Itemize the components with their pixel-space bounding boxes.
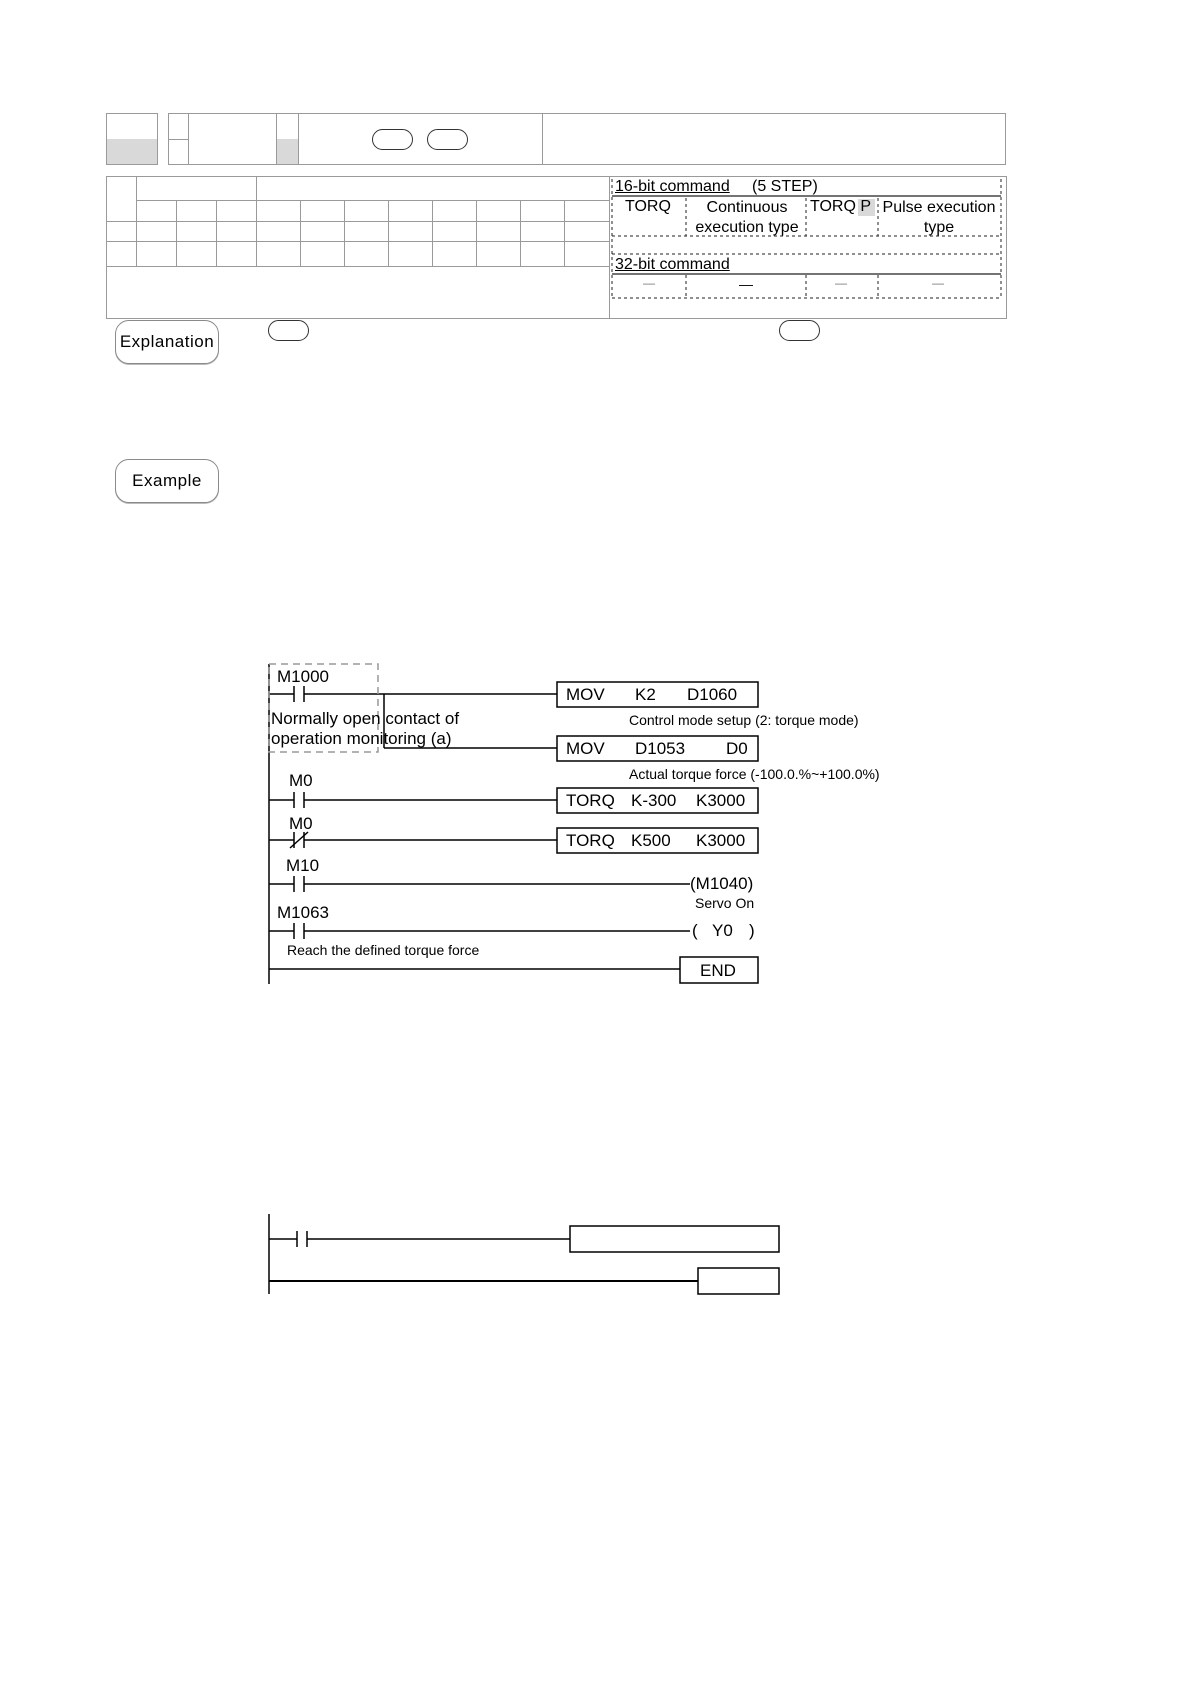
bit32-dash-1: —	[643, 276, 655, 290]
mov2-comment: Actual torque force (-100.0.%~+100.0%)	[629, 766, 880, 782]
torq1-dst: K3000	[696, 791, 746, 810]
torq2-dst: K3000	[696, 831, 746, 850]
cmd-continuous: TORQ	[625, 198, 671, 215]
coil-y0-close: )	[749, 921, 755, 940]
mov1-src: K2	[635, 685, 656, 704]
cmd-continuous-type: Continuous execution type	[695, 199, 799, 236]
mov2-dst: D0	[726, 739, 748, 758]
explanation-label: Explanation	[115, 320, 219, 364]
torq2-op: TORQ	[566, 831, 615, 850]
mov2-src: D1053	[635, 739, 686, 758]
coil-y0: Y0	[712, 921, 733, 940]
annotation-line-1: Normally open contact of	[271, 709, 460, 728]
annotation-line-2: operation monitoring (a)	[271, 729, 452, 748]
torq1-src: K-300	[631, 791, 677, 810]
bit16-label: 16-bit command	[615, 178, 730, 195]
torq1-op: TORQ	[566, 791, 615, 810]
contact-m0-no: M0	[289, 771, 313, 790]
bit32-dash-2: —	[739, 276, 753, 292]
contact-m1063: M1063	[277, 903, 329, 922]
cmd-pulse: TORQ P	[810, 198, 872, 215]
coil-y0-open: (	[692, 921, 698, 940]
bit32-dash-4: —	[932, 276, 944, 290]
mov1-comment: Control mode setup (2: torque mode)	[629, 712, 859, 728]
coil-m1040-comment: Servo On	[695, 895, 755, 911]
step-count: (5 STEP)	[752, 178, 818, 195]
coil-m1040: (M1040)	[690, 874, 754, 893]
bit32-dash-3: —	[835, 276, 847, 290]
cmd-pulse-type: Pulse execution type	[882, 199, 996, 236]
mov1-op: MOV	[566, 685, 605, 704]
ladder-diagram-2	[269, 1214, 779, 1294]
contact-m10: M10	[286, 856, 320, 875]
mov2-op: MOV	[566, 739, 605, 758]
contact-m1000: M1000	[277, 667, 329, 686]
contact-m0-nc: M0	[289, 814, 313, 833]
mov1-dst: D1060	[687, 685, 738, 704]
bit32-label: 32-bit command	[615, 256, 730, 273]
example-label: Example	[115, 459, 219, 503]
end-label: END	[700, 961, 736, 980]
rung6-comment: Reach the defined torque force	[287, 942, 480, 958]
torq2-src: K500	[631, 831, 671, 850]
